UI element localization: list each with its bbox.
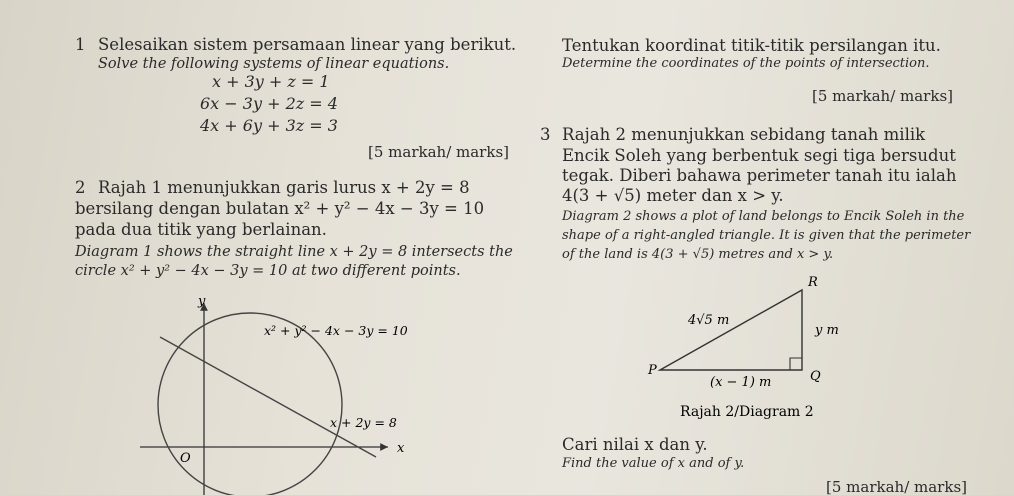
- diagram-1-circle-line: [140, 285, 470, 495]
- q1-equation-2: 6x − 3y + 2z = 4: [200, 94, 338, 113]
- q2-text-en-2: circle x² + y² − 4x − 3y = 10 at two different points.: [75, 263, 461, 279]
- q3-marks: [5 markah/ marks]: [826, 478, 967, 496]
- origin-label: O: [180, 451, 191, 466]
- q2-text-en-1: Diagram 1 shows the straight line x + 2y = 8 intersects the: [75, 244, 513, 260]
- q3-text-ms-1: Rajah 2 menunjukkan sebidang tanah milik: [562, 125, 926, 144]
- q3-text-en-2: shape of a right-angled triangle. It is given that the perimeter: [562, 228, 971, 243]
- right-triangle: [660, 290, 802, 370]
- diagram-2-caption: Rajah 2/Diagram 2: [680, 404, 814, 420]
- q2-number: 2: [75, 178, 86, 197]
- q3-text-ms-3: tegak. Diberi bahawa perimeter tanah itu ialah: [562, 166, 957, 185]
- q3-text-en-1: Diagram 2 shows a plot of land belongs to Encik Soleh in the: [562, 209, 965, 224]
- straight-line: [160, 337, 376, 457]
- q1-equation-3: 4x + 6y + 3z = 3: [200, 116, 338, 135]
- circle-curve: [158, 313, 342, 495]
- line-equation-label: x + 2y = 8: [330, 415, 397, 430]
- q3-find-en: Find the value of x and of y.: [562, 456, 745, 471]
- circle-equation-label: x² + y² − 4x − 3y = 10: [264, 323, 408, 338]
- q1-equation-1: x + 3y + z = 1: [212, 72, 330, 91]
- q3-text-ms-2: Encik Soleh yang berbentuk segi tiga bersudut: [562, 146, 956, 165]
- q2-text-ms-3: pada dua titik yang berlainan.: [75, 220, 327, 239]
- diagram-2-triangle: [630, 268, 860, 423]
- vertex-p-label: P: [648, 363, 657, 378]
- vertex-r-label: R: [808, 275, 818, 290]
- q3-number: 3: [540, 125, 551, 144]
- q2-marks: [5 markah/ marks]: [812, 87, 953, 105]
- q3-text-en-3: of the land is 4(3 + √5) metres and x > y.: [562, 247, 834, 262]
- y-axis-label: y: [198, 294, 206, 309]
- x-axis-label: x: [397, 441, 405, 456]
- q2-text-ms-1: Rajah 1 menunjukkan garis lurus x + 2y = 8: [98, 178, 470, 197]
- q3-text-ms-4: 4(3 + √5) meter dan x > y.: [562, 186, 784, 205]
- side-rq-label: y m: [815, 323, 839, 338]
- vertex-q-label: Q: [810, 369, 821, 384]
- q1-text-ms: Selesaikan sistem persamaan linear yang berikut.: [98, 35, 517, 54]
- right-angle-marker: [790, 358, 802, 370]
- hypotenuse-label: 4√5 m: [688, 313, 730, 328]
- q1-text-en: Solve the following systems of linear equations.: [98, 56, 450, 72]
- q1-number: 1: [75, 35, 86, 54]
- q2-text-ms-2: bersilang dengan bulatan x² + y² − 4x − 3y = 10: [75, 199, 485, 218]
- q2-cont-en: Determine the coordinates of the points of intersection.: [562, 56, 930, 71]
- side-pq-label: (x − 1) m: [710, 375, 772, 390]
- q1-marks: [5 markah/ marks]: [368, 143, 509, 161]
- q3-find-ms: Cari nilai x dan y.: [562, 435, 708, 454]
- q2-cont-ms: Tentukan koordinat titik-titik persilangan itu.: [562, 36, 941, 55]
